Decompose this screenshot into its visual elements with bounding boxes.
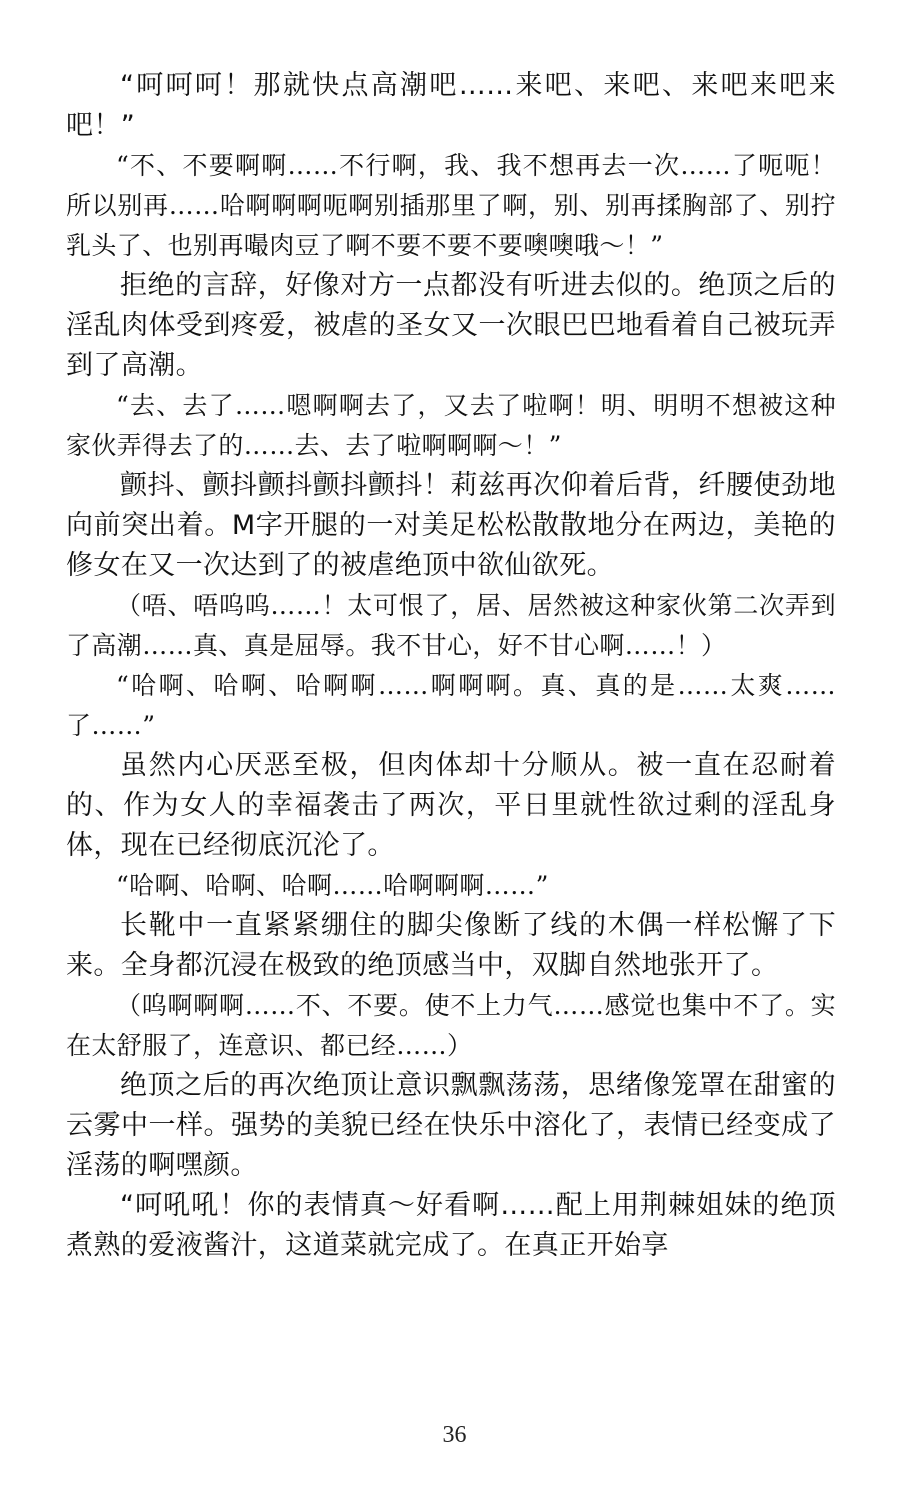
paragraph-7: “哈啊、哈啊、哈啊啊……啊啊啊。真、真的是……太爽……了……”	[66, 671, 836, 740]
paragraph-13: “呵吼吼！你的表情真～好看啊……配上用荆棘姐妹的绝顶煮熟的爱液酱汁，这道菜就完成了。在真正开始享	[66, 1190, 836, 1261]
paragraph-5: 颤抖、颤抖颤抖颤抖颤抖！莉兹再次仰着后背，纤腰使劲地向前突出着。M字开腿的一对美足松松散散地分在两边，美艳的修女在又一次达到了的被虐绝顶中欲仙欲死。	[66, 470, 836, 581]
paragraph-9: “哈啊、哈啊、哈啊……哈啊啊啊……”	[116, 871, 549, 900]
paragraph-8: 虽然内心厌恶至极，但肉体却十分顺从。被一直在忍耐着的、作为女人的幸福袭击了两次，平日里就性欲过剩的淫乱身体，现在已经彻底沉沦了。	[66, 750, 836, 861]
page-number: 36	[442, 1422, 467, 1448]
paragraph-3: 拒绝的言辞，好像对方一点都没有听进去似的。绝顶之后的淫乱肉体受到疼爱，被虐的圣女又一次眼巴巴地看着自己被玩弄到了高潮。	[66, 270, 836, 381]
paragraph-11: （呜啊啊啊……不、不要。使不上力气……感觉也集中不了。实在太舒服了，连意识、都已经……）	[66, 991, 836, 1060]
paragraph-10: 长靴中一直紧紧绷住的脚尖像断了线的木偶一样松懈了下来。全身都沉浸在极致的绝顶感当中，双脚自然地张开了。	[66, 910, 836, 981]
paragraph-6: （唔、唔呜呜……！太可恨了，居、居然被这种家伙第二次弄到了高潮……真、真是屈辱。我不甘心，好不甘心啊……！）	[66, 591, 836, 660]
paragraph-2: “不、不要啊啊……不行啊，我、我不想再去一次……了呃呃！所以别再……哈啊啊啊呃啊别插那里了啊，别、别再揉胸部了、别拧乳头了、也别再嘬肉豆了啊不要不要不要噢噢哦～！”	[66, 151, 836, 260]
paragraph-12: 绝顶之后的再次绝顶让意识飘飘荡荡，思绪像笼罩在甜蜜的云雾中一样。强势的美貌已经在快乐中溶化了，表情已经变成了淫荡的啊嘿颜。	[66, 1070, 836, 1181]
paragraph-1: “呵呵呵！那就快点高潮吧……来吧、来吧、来吧来吧来吧！”	[66, 70, 836, 141]
text-body	[66, 66, 836, 1266]
paragraph-4: “去、去了……嗯啊啊去了，又去了啦啊！明、明明不想被这种家伙弄得去了的……去、去了啦啊啊啊～！”	[66, 391, 836, 460]
